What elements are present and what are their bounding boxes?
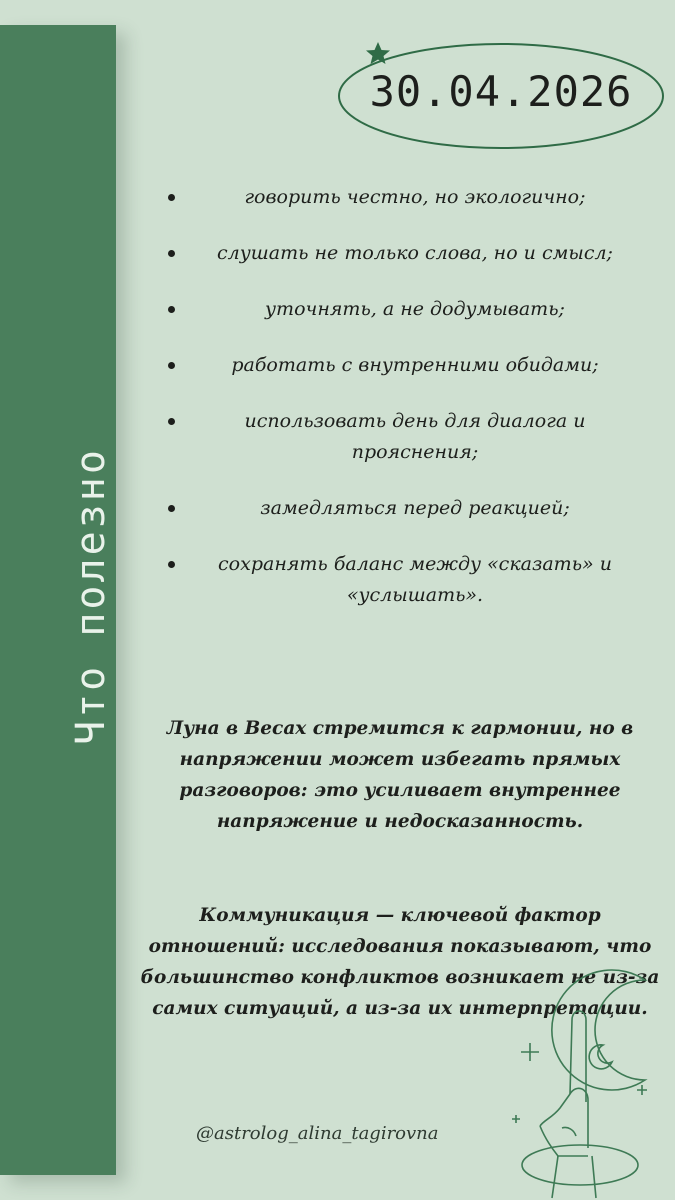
hand-moon-illustration bbox=[420, 950, 670, 1200]
list-item bbox=[160, 294, 640, 325]
bullet-icon bbox=[168, 561, 175, 568]
section-title: Что полезно bbox=[68, 447, 114, 745]
list-item-text: сохранять баланс между «сказать» и «услышать». bbox=[218, 553, 612, 606]
list-item-text: уточнять, а не додумывать; bbox=[265, 298, 565, 320]
bullet-icon bbox=[168, 505, 175, 512]
list-item bbox=[160, 549, 640, 611]
bullet-icon bbox=[168, 250, 175, 257]
communication-paragraph: Коммуникация — ключевой фактор отношений: исследования показывают, что большинство конфликтов возникает не из-за самих ситуаций, а из-за их интерпретации. bbox=[140, 905, 660, 1019]
bullet-icon bbox=[168, 306, 175, 313]
list-item-text: замедляться перед реакцией; bbox=[260, 497, 570, 519]
bullet-icon bbox=[168, 194, 175, 201]
list-item-text: говорить честно, но экологично; bbox=[244, 186, 586, 208]
date-badge bbox=[336, 40, 666, 152]
bullet-icon bbox=[168, 362, 175, 369]
tips-list bbox=[160, 182, 640, 636]
star-icon bbox=[366, 42, 390, 64]
date-text: 30.04.2026 bbox=[369, 67, 633, 116]
list-item bbox=[160, 238, 640, 269]
list-item bbox=[160, 182, 640, 213]
list-item bbox=[160, 493, 640, 524]
author-handle: @astrolog_alina_tagirovna bbox=[196, 1123, 439, 1144]
list-item bbox=[160, 406, 640, 468]
list-item-text: слушать не только слова, но и смысл; bbox=[217, 242, 613, 264]
list-item-text: использовать день для диалога и прояснения; bbox=[244, 410, 586, 463]
list-item-text: работать с внутренними обидами; bbox=[231, 354, 599, 376]
bullet-icon bbox=[168, 418, 175, 425]
moon-paragraph: Луна в Весах стремится к гармонии, но в напряжении может избегать прямых разговоров: это усиливает внутреннее напряжение и недосказанность. bbox=[166, 718, 634, 832]
list-item bbox=[160, 350, 640, 381]
